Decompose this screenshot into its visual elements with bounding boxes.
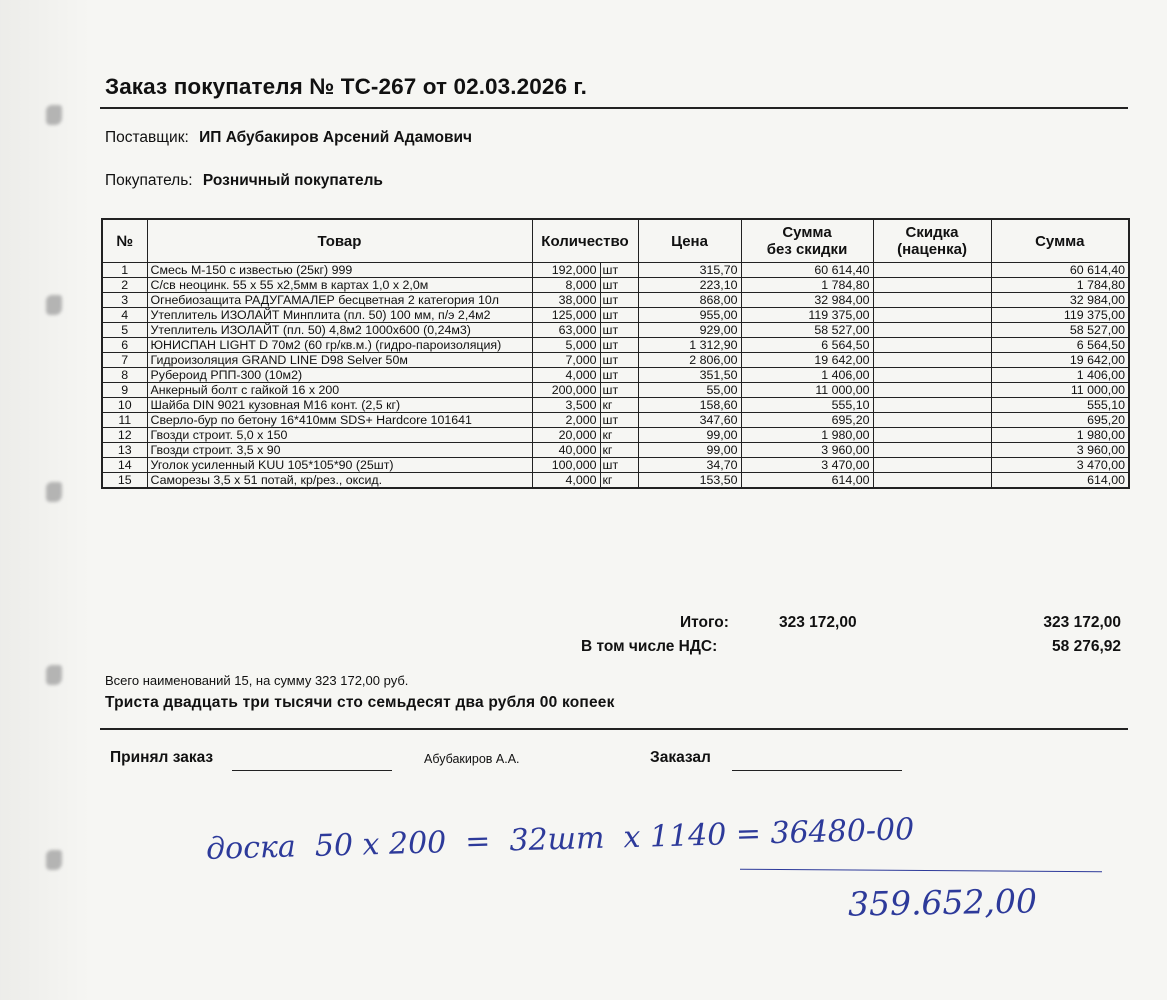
price: 99,00 bbox=[638, 443, 741, 458]
product-name: Сверло-бур по бетону 16*410мм SDS+ Hardcore 101641 bbox=[147, 413, 532, 428]
sum: 60 614,40 bbox=[991, 263, 1129, 278]
table-row bbox=[102, 338, 1129, 353]
price: 99,00 bbox=[638, 428, 741, 443]
discount bbox=[873, 398, 991, 413]
sum: 6 564,50 bbox=[991, 338, 1129, 353]
discount bbox=[873, 323, 991, 338]
accepted-signature-line bbox=[232, 770, 392, 771]
row-number: 9 bbox=[102, 383, 147, 398]
col-header-quantity: Количество bbox=[532, 219, 638, 263]
table-row bbox=[102, 473, 1129, 489]
document-title: Заказ покупателя № ТС-267 от 02.03.2026 г. bbox=[105, 74, 588, 99]
sum: 614,00 bbox=[991, 473, 1129, 489]
handwritten-total: 359.652,00 bbox=[847, 881, 1038, 924]
quantity: 100,000 bbox=[532, 458, 600, 473]
table-row bbox=[102, 413, 1129, 428]
table-row bbox=[102, 398, 1129, 413]
sum: 32 984,00 bbox=[991, 293, 1129, 308]
product-name: С/св неоцинк. 55 х 55 х2,5мм в картах 1,0 х 2,0м bbox=[147, 278, 532, 293]
scan-mark bbox=[46, 295, 62, 315]
col-header-product: Товар bbox=[147, 219, 532, 263]
col-header-sum: Сумма bbox=[991, 219, 1129, 263]
unit: кг bbox=[600, 443, 638, 458]
sum: 3 960,00 bbox=[991, 443, 1129, 458]
sum-no-discount: 6 564,50 bbox=[741, 338, 873, 353]
table-row bbox=[102, 278, 1129, 293]
quantity: 20,000 bbox=[532, 428, 600, 443]
sum-no-discount: 58 527,00 bbox=[741, 323, 873, 338]
scan-mark bbox=[46, 665, 62, 685]
price: 347,60 bbox=[638, 413, 741, 428]
scan-mark bbox=[46, 482, 62, 502]
table-row bbox=[102, 263, 1129, 278]
product-name: Рубероид РПП-300 (10м2) bbox=[147, 368, 532, 383]
unit: шт bbox=[600, 308, 638, 323]
quantity: 200,000 bbox=[532, 383, 600, 398]
itogo-label: Итого: bbox=[680, 614, 729, 631]
summary-count: Всего наименований 15, на сумму 323 172,00 руб. bbox=[105, 673, 409, 688]
price: 929,00 bbox=[638, 323, 741, 338]
discount bbox=[873, 263, 991, 278]
price: 153,50 bbox=[638, 473, 741, 489]
row-number: 14 bbox=[102, 458, 147, 473]
sum-no-discount: 1 406,00 bbox=[741, 368, 873, 383]
quantity: 63,000 bbox=[532, 323, 600, 338]
discount bbox=[873, 338, 991, 353]
price: 1 312,90 bbox=[638, 338, 741, 353]
product-name: Утеплитель ИЗОЛАЙТ Минплита (пл. 50) 100 мм, п/э 2,4м2 bbox=[147, 308, 532, 323]
supplier-label: Поставщик: bbox=[105, 129, 189, 146]
discount bbox=[873, 383, 991, 398]
quantity: 8,000 bbox=[532, 278, 600, 293]
table-row bbox=[102, 353, 1129, 368]
product-name: Огнебиозащита РАДУГАМАЛЕР бесцветная 2 категория 10л bbox=[147, 293, 532, 308]
row-number: 3 bbox=[102, 293, 147, 308]
sum-no-discount: 3 960,00 bbox=[741, 443, 873, 458]
buyer-name: Розничный покупатель bbox=[202, 172, 383, 189]
table-row bbox=[102, 458, 1129, 473]
scan-mark bbox=[46, 850, 62, 870]
table-row bbox=[102, 308, 1129, 323]
unit: шт bbox=[600, 278, 638, 293]
quantity: 192,000 bbox=[532, 263, 600, 278]
items-table bbox=[101, 218, 1130, 489]
sum: 695,20 bbox=[991, 413, 1129, 428]
quantity: 2,000 bbox=[532, 413, 600, 428]
price: 868,00 bbox=[638, 293, 741, 308]
unit: кг bbox=[600, 473, 638, 489]
row-number: 13 bbox=[102, 443, 147, 458]
discount bbox=[873, 413, 991, 428]
price: 34,70 bbox=[638, 458, 741, 473]
handwritten-underline bbox=[740, 869, 1102, 873]
col-header-number: № bbox=[102, 219, 147, 263]
table-row bbox=[102, 368, 1129, 383]
ordered-label: Заказал bbox=[650, 749, 711, 766]
price: 351,50 bbox=[638, 368, 741, 383]
row-number: 7 bbox=[102, 353, 147, 368]
col-header-discount: Скидка (наценка) bbox=[873, 219, 991, 263]
price: 158,60 bbox=[638, 398, 741, 413]
sum: 58 527,00 bbox=[991, 323, 1129, 338]
product-name: ЮНИСПАН LIGHT D 70м2 (60 гр/кв.м.) (гидро-пароизоляция) bbox=[147, 338, 532, 353]
discount bbox=[873, 353, 991, 368]
sum: 19 642,00 bbox=[991, 353, 1129, 368]
product-name: Гвозди строит. 5,0 х 150 bbox=[147, 428, 532, 443]
quantity: 38,000 bbox=[532, 293, 600, 308]
product-name: Смесь М-150 с известью (25кг) 999 bbox=[147, 263, 532, 278]
quantity: 40,000 bbox=[532, 443, 600, 458]
discount bbox=[873, 473, 991, 489]
sum-no-discount: 119 375,00 bbox=[741, 308, 873, 323]
sum-no-discount: 3 470,00 bbox=[741, 458, 873, 473]
title-divider bbox=[100, 107, 1128, 109]
product-name: Гвозди строит. 3,5 х 90 bbox=[147, 443, 532, 458]
sum-no-discount: 1 784,80 bbox=[741, 278, 873, 293]
discount bbox=[873, 293, 991, 308]
sum-no-discount: 60 614,40 bbox=[741, 263, 873, 278]
unit: шт bbox=[600, 368, 638, 383]
quantity: 4,000 bbox=[532, 368, 600, 383]
scan-mark bbox=[46, 105, 62, 125]
unit: шт bbox=[600, 353, 638, 368]
price: 955,00 bbox=[638, 308, 741, 323]
sum: 1 980,00 bbox=[991, 428, 1129, 443]
accepted-name: Абубакиров А.А. bbox=[424, 752, 520, 766]
product-name: Утеплитель ИЗОЛАЙТ (пл. 50) 4,8м2 1000х600 (0,24м3) bbox=[147, 323, 532, 338]
unit: шт bbox=[600, 263, 638, 278]
row-number: 15 bbox=[102, 473, 147, 489]
quantity: 7,000 bbox=[532, 353, 600, 368]
quantity: 125,000 bbox=[532, 308, 600, 323]
product-name: Саморезы 3,5 х 51 потай, кр/рез., оксид. bbox=[147, 473, 532, 489]
sum-no-discount: 614,00 bbox=[741, 473, 873, 489]
col-header-sum-no-discount: Сумма без скидки bbox=[741, 219, 873, 263]
product-name: Гидроизоляция GRAND LINE D98 Selver 50м bbox=[147, 353, 532, 368]
row-number: 5 bbox=[102, 323, 147, 338]
sum: 1 406,00 bbox=[991, 368, 1129, 383]
buyer-line bbox=[105, 172, 383, 190]
unit: шт bbox=[600, 458, 638, 473]
buyer-label: Покупатель: bbox=[105, 172, 193, 189]
table-row bbox=[102, 323, 1129, 338]
handwritten-note: доска 50 х 200 = 32шт х 1140 = 36480-00 bbox=[205, 812, 915, 867]
unit: шт bbox=[600, 338, 638, 353]
row-number: 11 bbox=[102, 413, 147, 428]
discount bbox=[873, 368, 991, 383]
price: 2 806,00 bbox=[638, 353, 741, 368]
discount bbox=[873, 278, 991, 293]
product-name: Шайба DIN 9021 кузовная М16 конт. (2,5 кг) bbox=[147, 398, 532, 413]
table-row bbox=[102, 428, 1129, 443]
unit: кг bbox=[600, 428, 638, 443]
table-row bbox=[102, 293, 1129, 308]
price: 315,70 bbox=[638, 263, 741, 278]
sum: 119 375,00 bbox=[991, 308, 1129, 323]
unit: шт bbox=[600, 413, 638, 428]
unit: шт bbox=[600, 323, 638, 338]
sum: 1 784,80 bbox=[991, 278, 1129, 293]
sum-no-discount: 11 000,00 bbox=[741, 383, 873, 398]
table-header-row bbox=[102, 219, 1129, 263]
sum-no-discount: 695,20 bbox=[741, 413, 873, 428]
unit: кг bbox=[600, 398, 638, 413]
ordered-signature-line bbox=[732, 770, 902, 771]
vat-sum: 58 276,92 bbox=[1052, 638, 1121, 655]
product-name: Анкерный болт с гайкой 16 х 200 bbox=[147, 383, 532, 398]
quantity: 3,500 bbox=[532, 398, 600, 413]
sum-no-discount: 555,10 bbox=[741, 398, 873, 413]
price: 223,10 bbox=[638, 278, 741, 293]
row-number: 8 bbox=[102, 368, 147, 383]
supplier-line bbox=[105, 129, 472, 147]
summary-divider bbox=[100, 728, 1128, 730]
sum: 11 000,00 bbox=[991, 383, 1129, 398]
accepted-label: Принял заказ bbox=[110, 749, 214, 766]
summary-words: Триста двадцать три тысячи сто семьдесят два рубля 00 копеек bbox=[105, 694, 615, 711]
itogo-no-discount: 323 172,00 bbox=[779, 614, 857, 631]
unit: шт bbox=[600, 293, 638, 308]
table-row bbox=[102, 383, 1129, 398]
sum-no-discount: 1 980,00 bbox=[741, 428, 873, 443]
sum: 555,10 bbox=[991, 398, 1129, 413]
col-header-price: Цена bbox=[638, 219, 741, 263]
row-number: 10 bbox=[102, 398, 147, 413]
itogo-sum: 323 172,00 bbox=[1043, 614, 1121, 631]
supplier-name: ИП Абубакиров Арсений Адамович bbox=[199, 129, 472, 146]
table-row bbox=[102, 443, 1129, 458]
vat-label: В том числе НДС: bbox=[581, 638, 718, 655]
sum-no-discount: 19 642,00 bbox=[741, 353, 873, 368]
row-number: 1 bbox=[102, 263, 147, 278]
discount bbox=[873, 428, 991, 443]
discount bbox=[873, 458, 991, 473]
product-name: Уголок усиленный KUU 105*105*90 (25шт) bbox=[147, 458, 532, 473]
discount bbox=[873, 443, 991, 458]
quantity: 4,000 bbox=[532, 473, 600, 489]
discount bbox=[873, 308, 991, 323]
sum-no-discount: 32 984,00 bbox=[741, 293, 873, 308]
row-number: 4 bbox=[102, 308, 147, 323]
quantity: 5,000 bbox=[532, 338, 600, 353]
sum: 3 470,00 bbox=[991, 458, 1129, 473]
price: 55,00 bbox=[638, 383, 741, 398]
row-number: 12 bbox=[102, 428, 147, 443]
row-number: 2 bbox=[102, 278, 147, 293]
row-number: 6 bbox=[102, 338, 147, 353]
unit: шт bbox=[600, 383, 638, 398]
